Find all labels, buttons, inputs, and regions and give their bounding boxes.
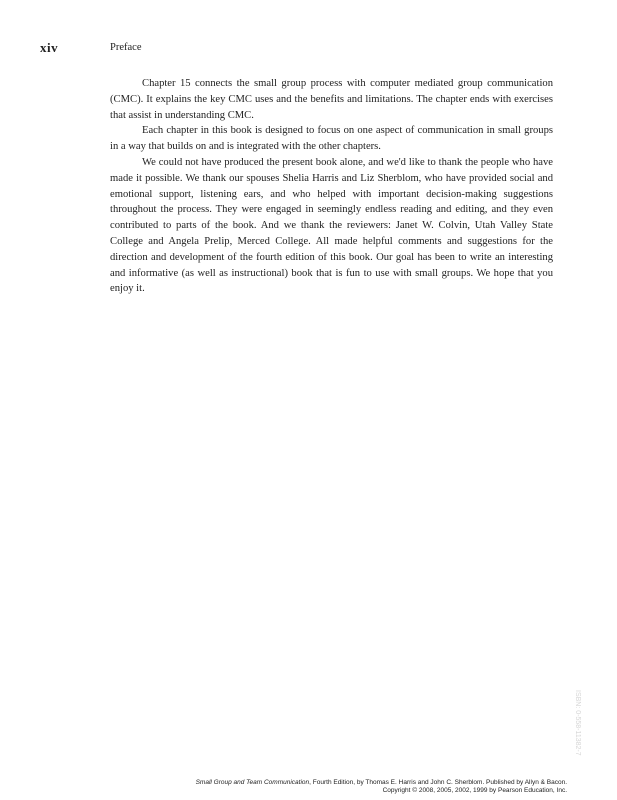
page-number: xiv — [40, 40, 59, 55]
page-header — [40, 40, 577, 58]
body-text — [110, 76, 553, 297]
footer-line-2: Copyright © 2008, 2005, 2002, 1999 by Pearson Education, Inc. — [382, 787, 567, 794]
footer-book-title: Small Group and Team Communication — [195, 779, 310, 786]
footer-line-1 — [147, 779, 567, 787]
paragraph-acknowledgments: We could not have produced the present book alone, and we'd like to thank the people who have made it possible. We thank our spouses Shelia Harris and Liz Sherblom, who have provided social and emotional support, listening ears, and who helped with important decision-making suggestions throughout the process. They were engaged in seemingly endless reading and editing, and they even contributed to parts of the book. And we thank the reviewers: Janet W. Colvin, Utah Valley State College and Angela Prelip, Merced College. All made helpful comments and suggestions for the direction and development of the fourth edition of this book. Our goal has been to write an interesting and informative (as well as instructional) book that is fun to use with small groups. We hope that you enjoy it. — [110, 156, 553, 295]
footer-publication-info: , Fourth Edition, by Thomas E. Harris and John C. Sherblom. Published by Allyn & Bacon. — [309, 779, 567, 786]
paragraph-chapter-15: Chapter 15 connects the small group process with computer mediated group communication (CMC). It explains the key CMC uses and the benefits and limitations. The chapter ends with exercises that assist in understanding CMC. — [110, 78, 553, 121]
isbn-watermark: ISBN: 0-558-11382-7 — [574, 690, 581, 756]
paragraph-chapter-design: Each chapter in this book is designed to focus on one aspect of communication in small groups in a way that builds on and is integrated with the other chapters. — [110, 125, 553, 153]
copyright-footer — [147, 779, 567, 795]
running-head-section: Preface — [110, 42, 142, 53]
